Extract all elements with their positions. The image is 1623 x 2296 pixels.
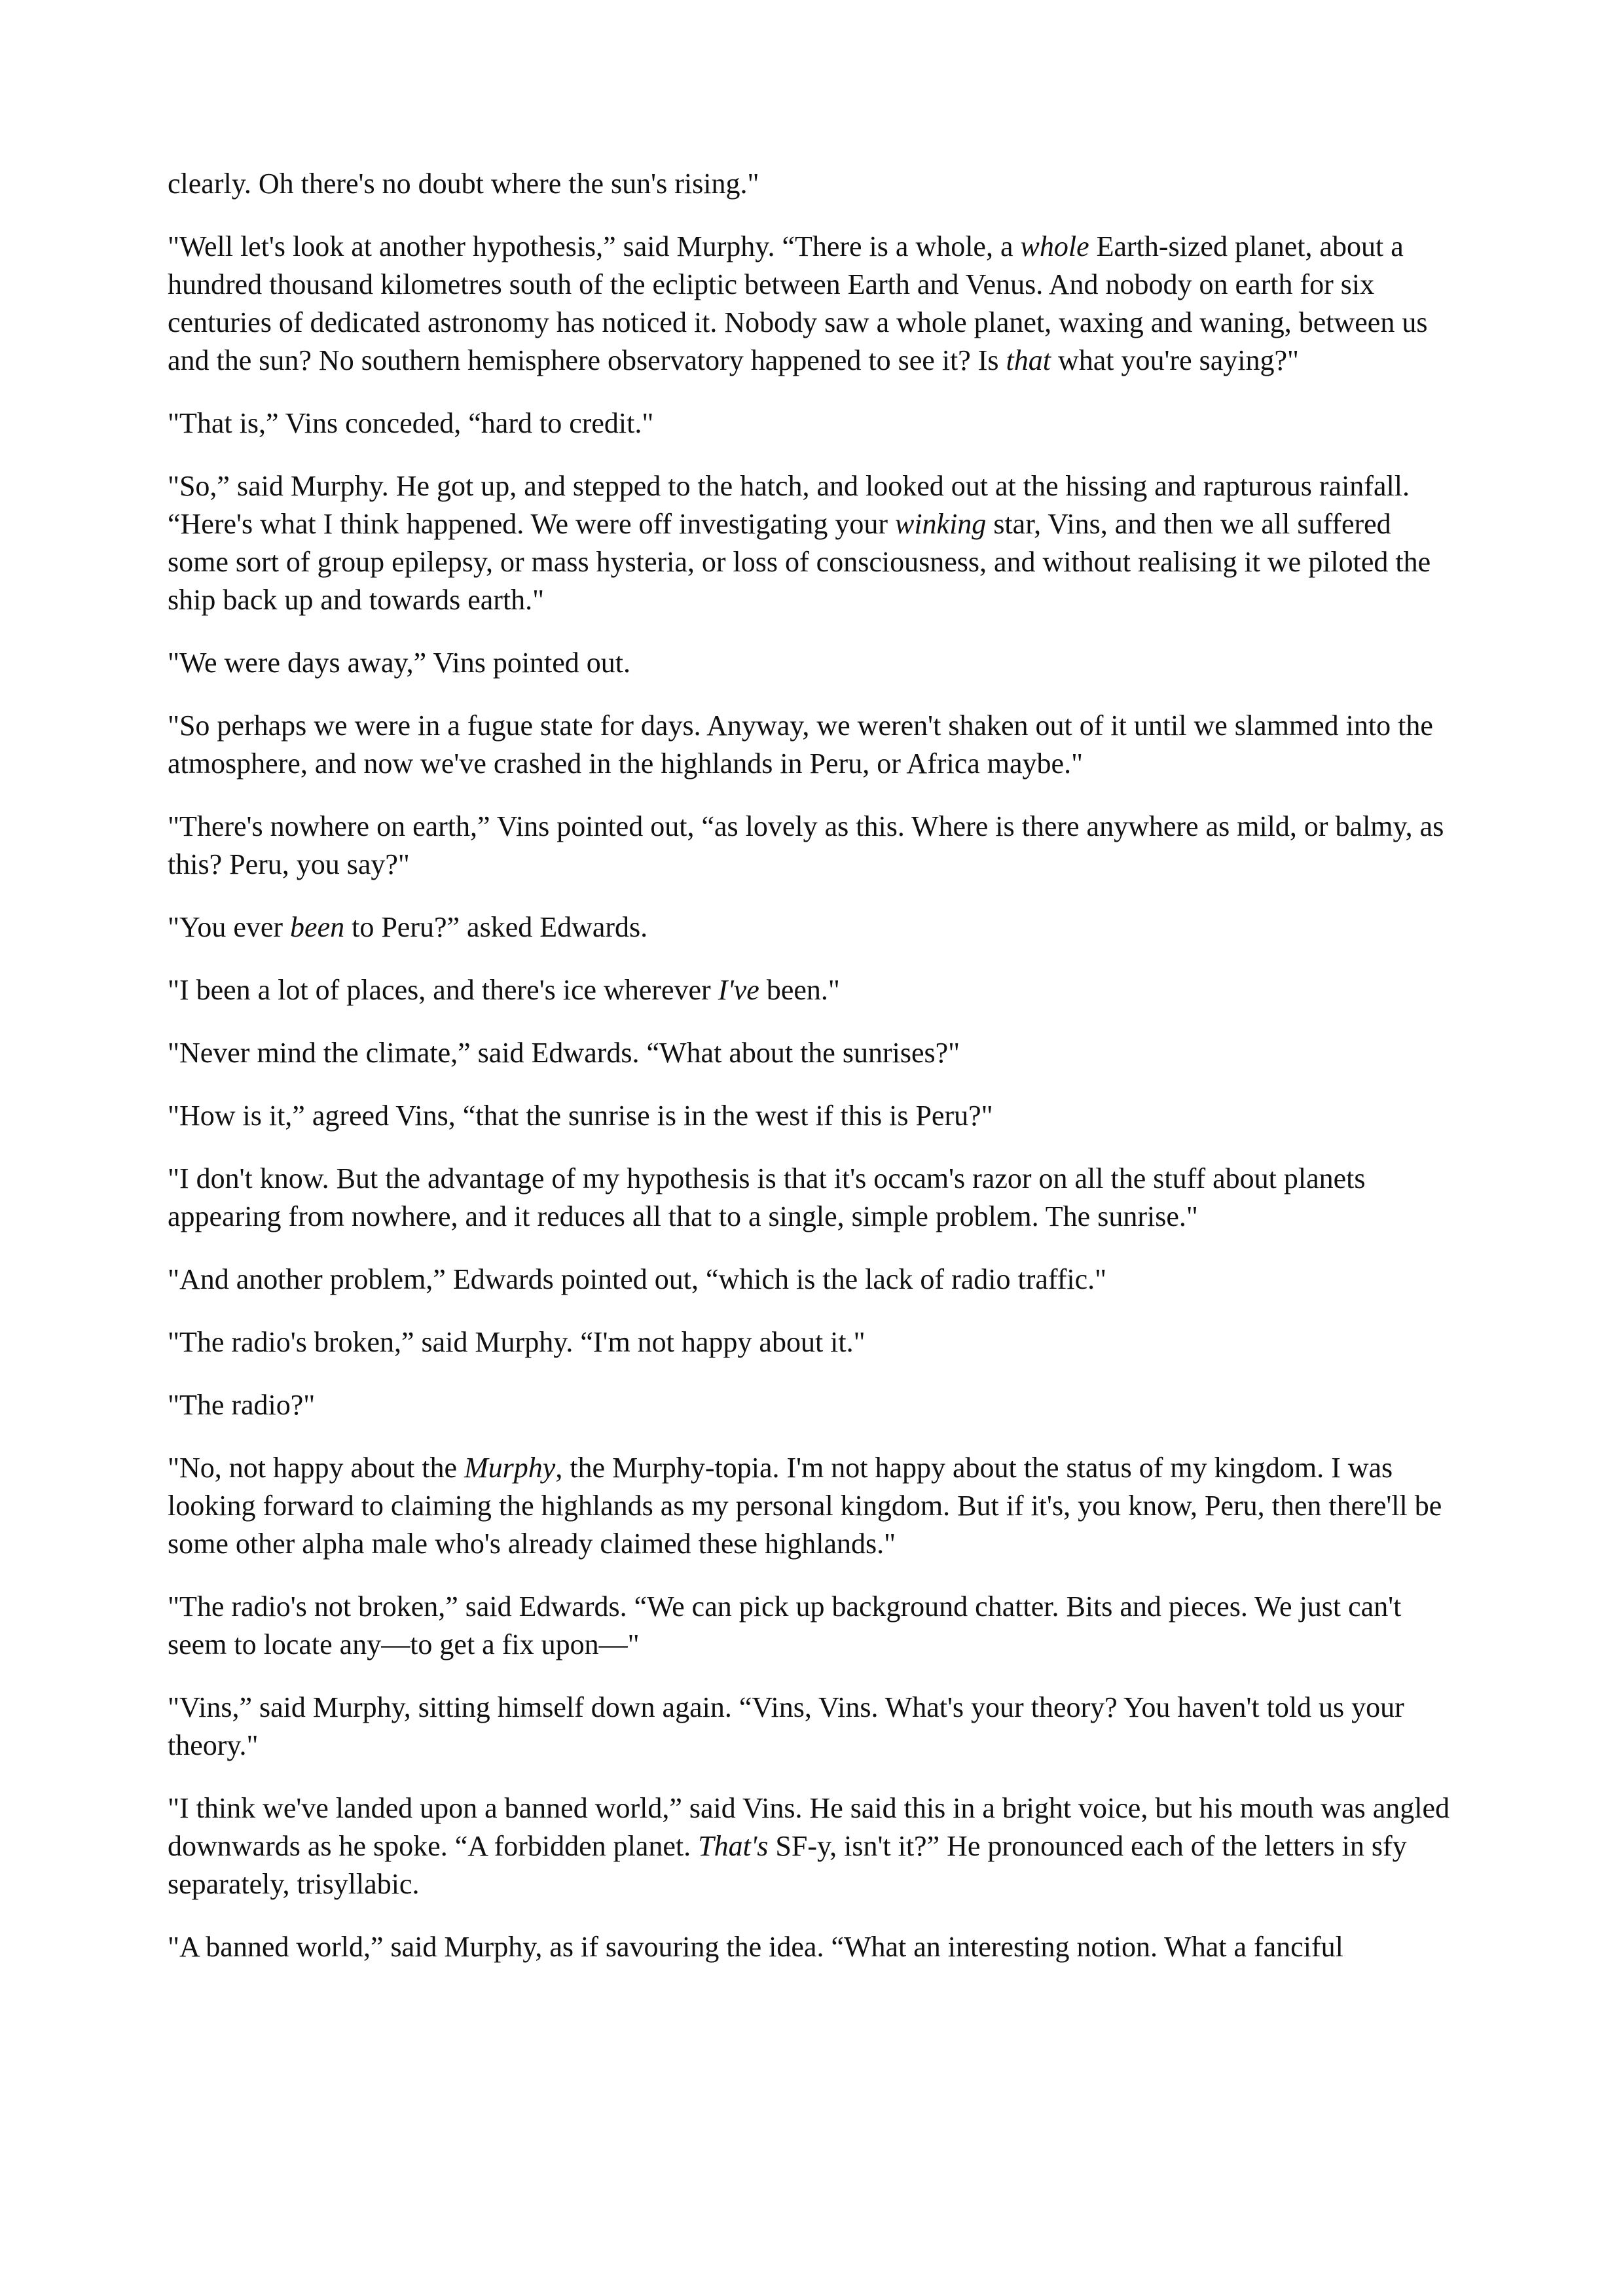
text-run: star, Vins, and then we all suffered some sort of group epilepsy, or mass hysteria, or loss of consciousness, and without realising it we piloted the ship back up and towards earth.": [168, 508, 1431, 616]
paragraph: [168, 644, 1459, 682]
text-run: "I been a lot of places, and there's ice wherever: [168, 974, 718, 1006]
text-run: "How is it,” agreed Vins, “that the sunrise is in the west if this is Peru?": [168, 1100, 993, 1132]
emphasis-text: That's: [698, 1830, 769, 1862]
text-run: "The radio's not broken,” said Edwards. “We can pick up background chatter. Bits and pieces. We just can't seem to locate any—to get a fix upon—": [168, 1590, 1402, 1660]
text-run: "Vins,” said Murphy, sitting himself down again. “Vins, Vins. What's your theory? You haven't told us your theory.": [168, 1691, 1404, 1761]
text-run: "A banned world,” said Murphy, as if savouring the idea. “What an interesting notion. What a fanciful: [168, 1931, 1343, 1963]
text-run: , the Murphy-topia. I'm not happy about the status of my kingdom. I was looking forward to claiming the highlands as my personal kingdom. But if it's, you know, Peru, then there'll be some other alpha male who's already claimed these highlands.": [168, 1452, 1442, 1560]
text-run: Earth-sized planet, about a hundred thousand kilometres south of the ecliptic between Earth and Venus. And nobody on earth for six centuries of dedicated astronomy has noticed it. Nobody saw a whole planet, waxing and waning, between us and the sun? No southern hemisphere observatory happened to see it? Is: [168, 230, 1428, 376]
document-page: [168, 165, 1459, 1991]
paragraph: [168, 1928, 1459, 1966]
text-run: "So perhaps we were in a fugue state for days. Anyway, we weren't shaken out of it until we slammed into the atmosphere, and now we've crashed in the highlands in Peru, or Africa maybe.": [168, 709, 1433, 780]
paragraph: [168, 1386, 1459, 1424]
emphasis-text: whole: [1020, 230, 1089, 262]
paragraph: [168, 165, 1459, 203]
text-run: been.": [759, 974, 840, 1006]
paragraph: [168, 1789, 1459, 1903]
paragraph: [168, 1097, 1459, 1135]
emphasis-text: Murphy: [464, 1452, 556, 1484]
text-run: "And another problem,” Edwards pointed out, “which is the lack of radio traffic.": [168, 1263, 1107, 1295]
paragraph: [168, 228, 1459, 380]
text-run: to Peru?” asked Edwards.: [344, 911, 648, 943]
text-run: what you're saying?": [1050, 344, 1299, 376]
paragraph: [168, 1034, 1459, 1072]
paragraph: [168, 404, 1459, 442]
text-run: "No, not happy about the: [168, 1452, 464, 1484]
paragraph: [168, 971, 1459, 1009]
paragraph: [168, 467, 1459, 619]
text-run: "The radio's broken,” said Murphy. “I'm not happy about it.": [168, 1326, 866, 1358]
paragraph: [168, 1449, 1459, 1563]
paragraph: [168, 707, 1459, 783]
paragraph: [168, 808, 1459, 884]
text-run: "I don't know. But the advantage of my hypothesis is that it's occam's razor on all the stuff about planets appearing from nowhere, and it reduces all that to a single, simple problem. The sunrise.": [168, 1162, 1366, 1232]
paragraph: [168, 1160, 1459, 1236]
text-run: "Well let's look at another hypothesis,” said Murphy. “There is a whole, a: [168, 230, 1021, 262]
text-run: clearly. Oh there's no doubt where the sun's rising.": [168, 168, 759, 200]
text-run: "That is,” Vins conceded, “hard to credit.": [168, 407, 654, 439]
text-run: "You ever: [168, 911, 291, 943]
text-run: "I think we've landed upon a banned world,” said Vins. He said this in a bright voice, but his mouth was angled downwards as he spoke. “A forbidden planet.: [168, 1792, 1450, 1862]
text-run: "Never mind the climate,” said Edwards. “What about the sunrises?": [168, 1037, 960, 1069]
paragraph: [168, 1588, 1459, 1664]
paragraph: [168, 1323, 1459, 1361]
emphasis-text: I've: [718, 974, 759, 1006]
emphasis-text: been: [290, 911, 345, 943]
paragraph: [168, 1689, 1459, 1765]
paragraph: [168, 908, 1459, 946]
text-run: "The radio?": [168, 1389, 316, 1421]
paragraph: [168, 1261, 1459, 1299]
text-run: "There's nowhere on earth,” Vins pointed out, “as lovely as this. Where is there anywhere as mild, or balmy, as this? Peru, you say?": [168, 810, 1444, 880]
emphasis-text: that: [1006, 344, 1051, 376]
text-run: SF-y, isn't it?” He pronounced each of the letters in sfy separately, trisyllabic.: [168, 1830, 1407, 1900]
text-run: "So,” said Murphy. He got up, and stepped to the hatch, and looked out at the hissing and rapturous rainfall. “Here's what I think happened. We were off investigating your: [168, 470, 1410, 540]
emphasis-text: winking: [894, 508, 987, 540]
text-run: "We were days away,” Vins pointed out.: [168, 647, 631, 679]
